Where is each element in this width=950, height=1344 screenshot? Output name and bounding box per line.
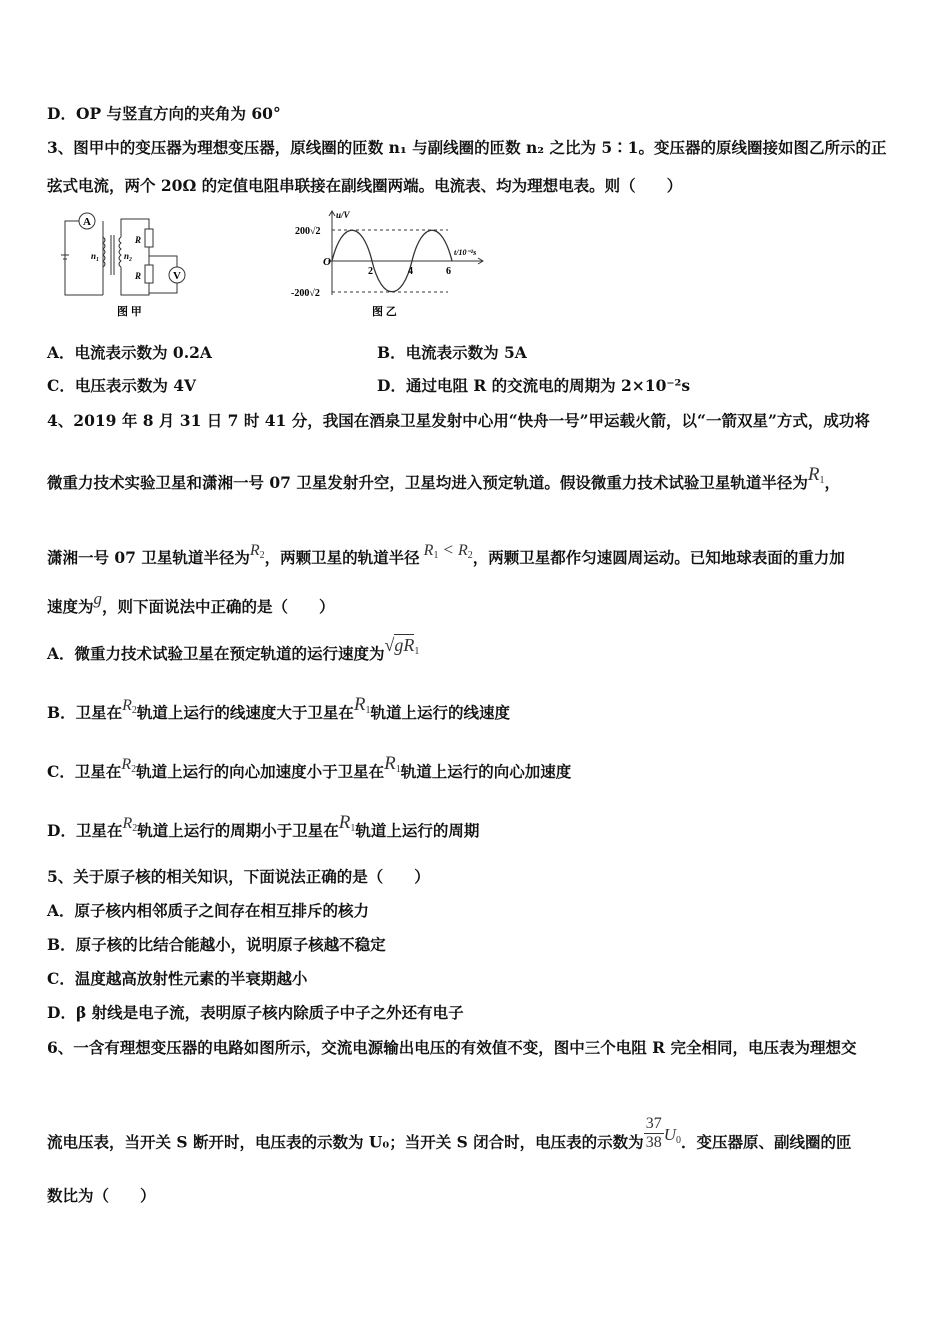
q3-option-c: C．电压表示数为 4V xyxy=(47,376,197,395)
q4-option-c: C．卫星在$R_2$轨道上运行的向心加速度小于卫星在$R_1$轨道上运行的向心加速度 xyxy=(47,753,572,781)
svg-text:6: 6 xyxy=(446,266,451,277)
q6-stem-line2: 流电压表，当开关 S 断开时，电压表的示数为 U₀；当开关 S 闭合时，电压表的示数为 $\frac{37}{38}$ $U_0$．变压器原、副线圈的匝 xyxy=(47,1115,852,1152)
q5-option-b: B．原子核的比结合能越小，说明原子核越不稳定 xyxy=(47,935,386,954)
svg-text:u/V: u/V xyxy=(336,210,350,220)
svg-text:R: R xyxy=(135,235,142,245)
svg-text:图 乙: 图 乙 xyxy=(372,306,397,318)
svg-text:4: 4 xyxy=(408,266,413,277)
svg-text:-200√2: -200√2 xyxy=(291,288,320,299)
q4-stem-line3: 潇湘一号 07 卫星轨道半径为$R_2$，两颗卫星的轨道半径 $R_1 < R_2$，两颗卫星都作匀速圆周运动。已知地球表面的重力加 xyxy=(47,540,845,567)
svg-text:n₁: n₁ xyxy=(91,251,100,261)
svg-text:n₂: n₂ xyxy=(124,251,133,261)
q3-waveform-figure xyxy=(288,207,503,326)
q5-option-a: A．原子核内相邻质子之间存在相互排斥的核力 xyxy=(47,901,370,920)
q3-circuit-figure xyxy=(55,207,205,326)
svg-text:图 甲: 图 甲 xyxy=(117,306,142,318)
q4-option-d: D．卫星在$R_2$轨道上运行的周期小于卫星在$R_1$轨道上运行的周期 xyxy=(47,812,480,840)
q4-option-b: B．卫星在$R_2$轨道上运行的线速度大于卫星在$R_1$轨道上运行的线速度 xyxy=(47,694,511,722)
q5-option-d: D．β 射线是电子流，表明原子核内除质子中子之外还有电子 xyxy=(47,1003,464,1022)
q5-option-c: C．温度越高放射性元素的半衰期越小 xyxy=(47,969,308,988)
q3-stem-line2: 弦式电流，两个 20Ω 的定值电阻串联接在副线圈两端。电流表、均为理想电表。则（ ） xyxy=(47,176,683,195)
q6-stem-line3: 数比为（ ） xyxy=(47,1186,156,1205)
q3-option-d: D．通过电阻 R 的交流电的周期为 2×10⁻²s xyxy=(377,376,691,395)
svg-text:R: R xyxy=(135,271,142,281)
svg-text:200√2: 200√2 xyxy=(295,226,321,237)
svg-text:2: 2 xyxy=(368,266,373,277)
q5-stem: 5、关于原子核的相关知识，下面说法正确的是（ ） xyxy=(47,867,430,886)
svg-text:A: A xyxy=(83,216,91,228)
q2-option-d: D．OP 与竖直方向的夹角为 60° xyxy=(47,104,281,123)
q6-stem-line1: 6、一含有理想变压器的电路如图所示，交流电源输出电压的有效值不变，图中三个电阻 R 完全相同，电压表为理想交 xyxy=(47,1038,857,1057)
fraction-37-38: $\frac{37}{38}$ xyxy=(645,1115,662,1151)
q3-option-b: B．电流表示数为 5A xyxy=(377,343,527,362)
q4-stem-line1: 4、2019 年 8 月 31 日 7 时 41 分，我国在酒泉卫星发射中心用“快舟一号”甲运载火箭，以“一箭双星”方式，成功将 xyxy=(47,411,870,430)
q4-option-a: A．微重力技术试验卫星在预定轨道的运行速度为$√gR_1$ xyxy=(47,635,420,663)
q3-option-a: A．电流表示数为 0.2A xyxy=(47,343,212,362)
svg-text:t/10⁻²s: t/10⁻²s xyxy=(454,248,477,257)
q4-stem-line4: 速度为g，则下面说法中正确的是（ ） xyxy=(47,589,335,616)
svg-text:V: V xyxy=(173,270,181,282)
q3-stem-line1: 3、图甲中的变压器为理想变压器，原线圈的匝数 n₁ 与副线圈的匝数 n₂ 之比为 5∶1。变压器的原线圈接如图乙所示的正 xyxy=(47,138,887,157)
q4-stem-line2: 微重力技术实验卫星和潇湘一号 07 卫星发射升空，卫星均进入预定轨道。假设微重力技术试验卫星轨道半径为$R_1$， xyxy=(47,464,840,492)
svg-text:O: O xyxy=(323,256,331,268)
